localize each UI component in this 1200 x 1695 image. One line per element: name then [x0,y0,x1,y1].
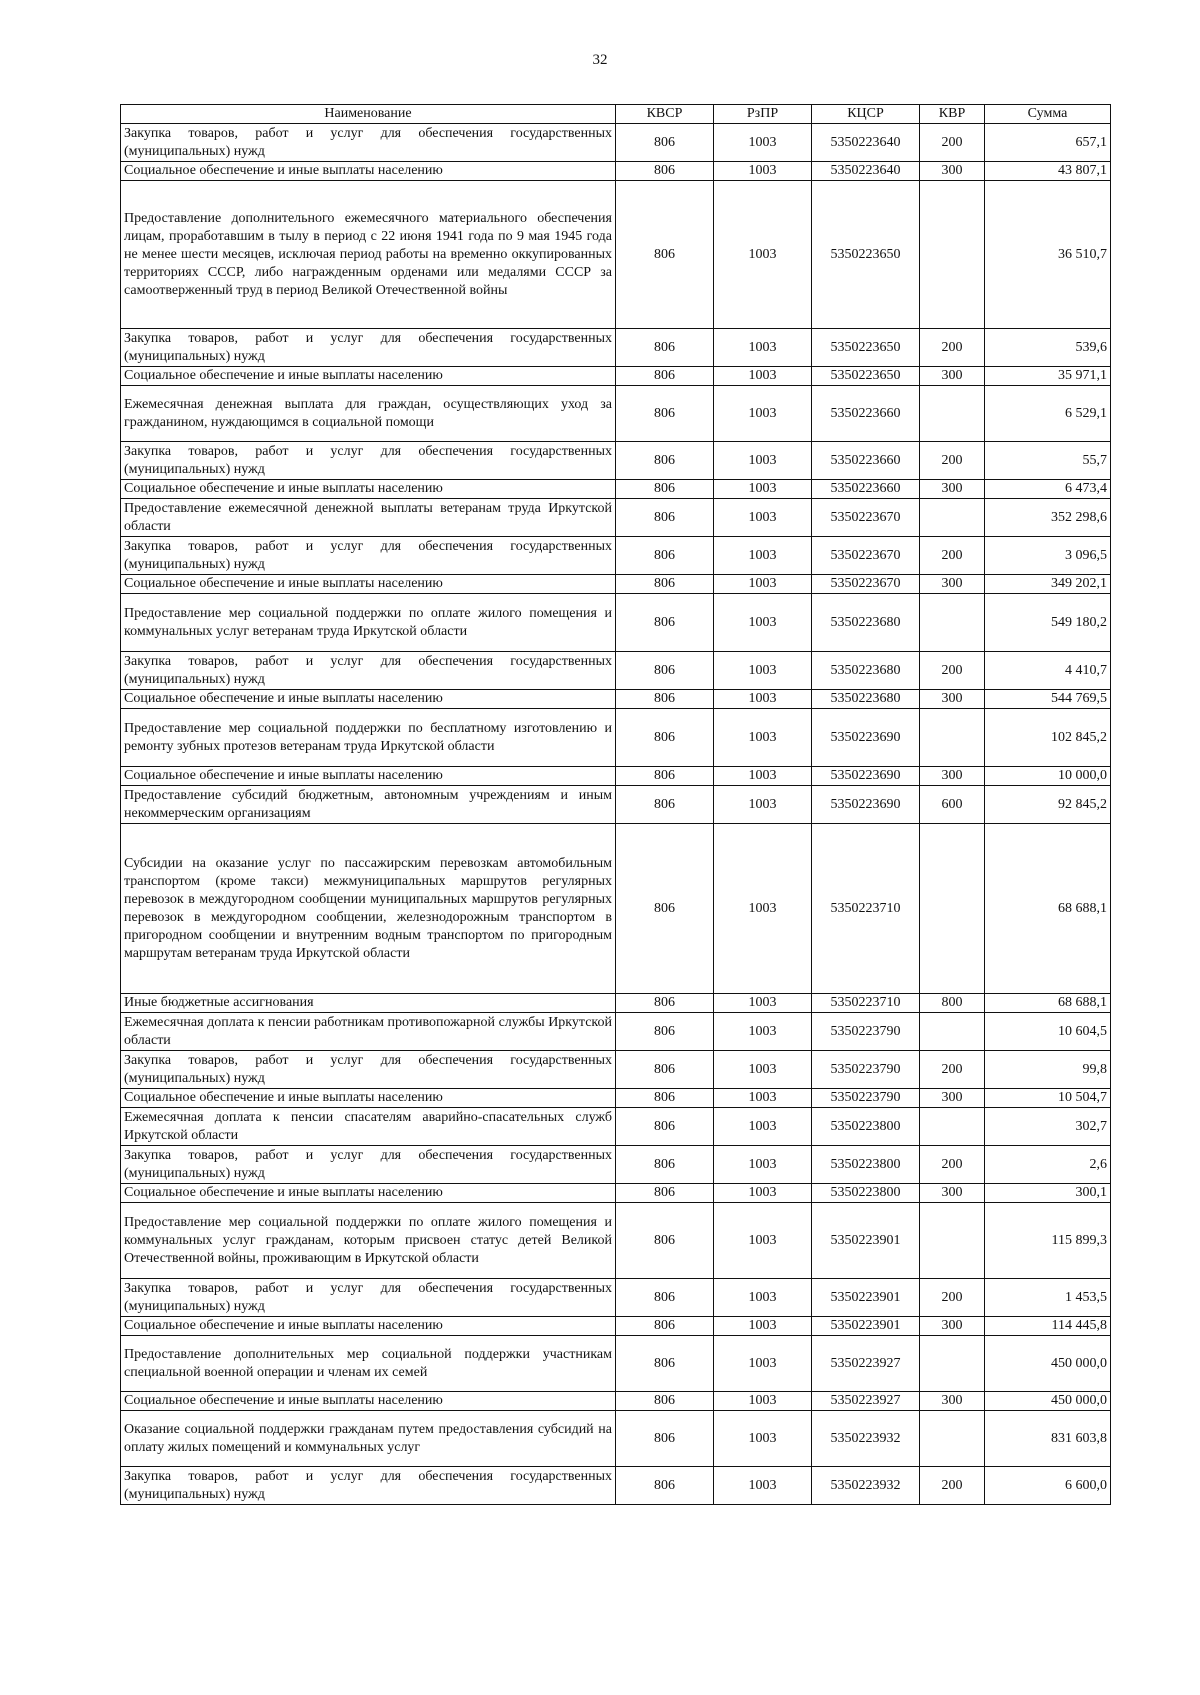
cell-sum: 68 688,1 [985,994,1111,1013]
cell-sum: 657,1 [985,124,1111,162]
cell-sum: 300,1 [985,1184,1111,1203]
cell-kvr: 800 [920,994,985,1013]
cell-kvsr: 806 [616,1146,714,1184]
cell-kcsr: 5350223710 [812,824,920,994]
cell-kvr: 200 [920,1279,985,1317]
cell-kvsr: 806 [616,1184,714,1203]
cell-kvr: 200 [920,537,985,575]
cell-kvsr: 806 [616,824,714,994]
table-row [121,480,1111,499]
cell-sum: 55,7 [985,442,1111,480]
cell-kvsr: 806 [616,1013,714,1051]
cell-kvr: 300 [920,575,985,594]
cell-rzpr: 1003 [714,1146,812,1184]
cell-kvsr: 806 [616,329,714,367]
cell-kvr: 200 [920,652,985,690]
cell-rzpr: 1003 [714,690,812,709]
table-row [121,994,1111,1013]
cell-kcsr: 5350223790 [812,1089,920,1108]
header-sum: Сумма [985,105,1111,124]
cell-rzpr: 1003 [714,1203,812,1279]
cell-kvsr: 806 [616,124,714,162]
cell-kcsr: 5350223901 [812,1203,920,1279]
cell-rzpr: 1003 [714,1411,812,1467]
cell-name: Ежемесячная денежная выплата для граждан, осуществляющих уход за гражданином, нуждающимся в социальной помощи [121,386,616,442]
cell-rzpr: 1003 [714,1336,812,1392]
table-row [121,124,1111,162]
cell-kcsr: 5350223690 [812,767,920,786]
cell-kvsr: 806 [616,1203,714,1279]
cell-rzpr: 1003 [714,575,812,594]
cell-name: Оказание социальной поддержки гражданам путем предоставления субсидий на оплату жилых помещений и коммунальных услуг [121,1411,616,1467]
page-number: 32 [592,52,608,68]
cell-rzpr: 1003 [714,1051,812,1089]
cell-sum: 115 899,3 [985,1203,1111,1279]
cell-name: Ежемесячная доплата к пенсии работникам противопожарной службы Иркутской области [121,1013,616,1051]
header-rzpr: РзПР [714,105,812,124]
cell-kvr: 200 [920,124,985,162]
cell-kvr: 300 [920,480,985,499]
cell-kvsr: 806 [616,767,714,786]
cell-rzpr: 1003 [714,499,812,537]
cell-name: Закупка товаров, работ и услуг для обеспечения государственных (муниципальных) нужд [121,537,616,575]
header-name: Наименование [121,105,616,124]
cell-sum: 36 510,7 [985,181,1111,329]
cell-kvr: 300 [920,1317,985,1336]
table-row [121,1317,1111,1336]
cell-sum: 35 971,1 [985,367,1111,386]
cell-sum: 6 600,0 [985,1467,1111,1505]
cell-sum: 4 410,7 [985,652,1111,690]
cell-kvr [920,1013,985,1051]
cell-kvsr: 806 [616,1051,714,1089]
cell-rzpr: 1003 [714,367,812,386]
table-row [121,652,1111,690]
cell-kcsr: 5350223932 [812,1467,920,1505]
cell-rzpr: 1003 [714,162,812,181]
cell-kvsr: 806 [616,652,714,690]
cell-kcsr: 5350223640 [812,124,920,162]
table-row [121,329,1111,367]
cell-kcsr: 5350223927 [812,1336,920,1392]
cell-name: Предоставление дополнительного ежемесячного материального обеспечения лицам, проработавшим в тылу в период с 22 июня 1941 года по 9 мая 1945 года не менее шести месяцев, исключая период работы на временно оккупированных территориях СССР, либо награжденным орденами или медалями СССР за самоотверженный труд в период Великой Отечественной войны [121,181,616,329]
table-row [121,824,1111,994]
cell-kvsr: 806 [616,1108,714,1146]
cell-kvr: 200 [920,1467,985,1505]
cell-sum: 43 807,1 [985,162,1111,181]
cell-name: Предоставление мер социальной поддержки по оплате жилого помещения и коммунальных услуг ветеранам труда Иркутской области [121,594,616,652]
cell-kvsr: 806 [616,367,714,386]
cell-sum: 2,6 [985,1146,1111,1184]
cell-kcsr: 5350223680 [812,594,920,652]
table-row [121,1089,1111,1108]
cell-kvsr: 806 [616,537,714,575]
table-row [121,1336,1111,1392]
table-row [121,1392,1111,1411]
cell-kcsr: 5350223800 [812,1184,920,1203]
cell-sum: 68 688,1 [985,824,1111,994]
cell-name: Социальное обеспечение и иные выплаты населению [121,690,616,709]
cell-name: Закупка товаров, работ и услуг для обеспечения государственных (муниципальных) нужд [121,124,616,162]
table-row [121,1146,1111,1184]
table-row [121,162,1111,181]
cell-rzpr: 1003 [714,386,812,442]
cell-kcsr: 5350223901 [812,1279,920,1317]
cell-sum: 544 769,5 [985,690,1111,709]
cell-name: Социальное обеспечение и иные выплаты населению [121,575,616,594]
cell-sum: 539,6 [985,329,1111,367]
cell-kvsr: 806 [616,181,714,329]
cell-rzpr: 1003 [714,1317,812,1336]
cell-sum: 6 529,1 [985,386,1111,442]
cell-kvsr: 806 [616,1279,714,1317]
cell-kcsr: 5350223660 [812,386,920,442]
cell-kvr: 200 [920,1051,985,1089]
cell-kvr [920,1411,985,1467]
cell-sum: 450 000,0 [985,1336,1111,1392]
table-row [121,575,1111,594]
cell-rzpr: 1003 [714,181,812,329]
cell-sum: 102 845,2 [985,709,1111,767]
cell-kvr: 300 [920,690,985,709]
cell-kvr [920,1203,985,1279]
cell-name: Социальное обеспечение и иные выплаты населению [121,767,616,786]
cell-kvsr: 806 [616,1089,714,1108]
cell-rzpr: 1003 [714,1279,812,1317]
cell-kcsr: 5350223660 [812,480,920,499]
table-row [121,1184,1111,1203]
cell-rzpr: 1003 [714,1108,812,1146]
cell-kvsr: 806 [616,594,714,652]
cell-kvr: 300 [920,367,985,386]
table-row [121,709,1111,767]
cell-kcsr: 5350223800 [812,1108,920,1146]
cell-sum: 6 473,4 [985,480,1111,499]
cell-kvr [920,1108,985,1146]
cell-sum: 10 504,7 [985,1089,1111,1108]
cell-sum: 831 603,8 [985,1411,1111,1467]
cell-kvr [920,499,985,537]
cell-rzpr: 1003 [714,480,812,499]
cell-kvr [920,594,985,652]
header-kcsr: КЦСР [812,105,920,124]
cell-rzpr: 1003 [714,709,812,767]
table-row [121,537,1111,575]
cell-rzpr: 1003 [714,824,812,994]
table-row [121,594,1111,652]
cell-name: Закупка товаров, работ и услуг для обеспечения государственных (муниципальных) нужд [121,1051,616,1089]
cell-kcsr: 5350223901 [812,1317,920,1336]
cell-name: Социальное обеспечение и иные выплаты населению [121,480,616,499]
cell-name: Закупка товаров, работ и услуг для обеспечения государственных (муниципальных) нужд [121,1467,616,1505]
cell-kcsr: 5350223640 [812,162,920,181]
cell-rzpr: 1003 [714,1013,812,1051]
cell-name: Ежемесячная доплата к пенсии спасателям аварийно-спасательных служб Иркутской области [121,1108,616,1146]
cell-sum: 1 453,5 [985,1279,1111,1317]
cell-kvsr: 806 [616,162,714,181]
cell-sum: 349 202,1 [985,575,1111,594]
cell-kcsr: 5350223927 [812,1392,920,1411]
cell-kcsr: 5350223690 [812,709,920,767]
cell-kvsr: 806 [616,786,714,824]
cell-kcsr: 5350223790 [812,1013,920,1051]
cell-name: Закупка товаров, работ и услуг для обеспечения государственных (муниципальных) нужд [121,442,616,480]
table-row [121,1279,1111,1317]
cell-name: Предоставление мер социальной поддержки по бесплатному изготовлению и ремонту зубных протезов ветеранам труда Иркутской области [121,709,616,767]
cell-kvsr: 806 [616,1317,714,1336]
table-row [121,499,1111,537]
cell-rzpr: 1003 [714,1184,812,1203]
cell-kvr: 300 [920,1089,985,1108]
cell-kvr: 200 [920,329,985,367]
cell-kcsr: 5350223680 [812,652,920,690]
cell-kcsr: 5350223680 [812,690,920,709]
table-row [121,1411,1111,1467]
cell-kcsr: 5350223670 [812,499,920,537]
cell-kvsr: 806 [616,1411,714,1467]
table-row [121,1203,1111,1279]
table-row [121,1051,1111,1089]
header-kvsr: КВСР [616,105,714,124]
cell-name: Социальное обеспечение и иные выплаты населению [121,1392,616,1411]
cell-kvsr: 806 [616,442,714,480]
cell-sum: 114 445,8 [985,1317,1111,1336]
cell-rzpr: 1003 [714,594,812,652]
table-row [121,386,1111,442]
cell-name: Социальное обеспечение и иные выплаты населению [121,162,616,181]
table-row [121,181,1111,329]
cell-rzpr: 1003 [714,652,812,690]
cell-rzpr: 1003 [714,442,812,480]
cell-kvr: 300 [920,1184,985,1203]
table-row [121,1467,1111,1505]
table-body [121,124,1111,1505]
cell-sum: 450 000,0 [985,1392,1111,1411]
cell-name: Предоставление субсидий бюджетным, автономным учреждениям и иным некоммерческим организациям [121,786,616,824]
cell-kcsr: 5350223650 [812,367,920,386]
cell-kvr: 200 [920,1146,985,1184]
cell-rzpr: 1003 [714,1089,812,1108]
cell-name: Субсидии на оказание услуг по пассажирским перевозкам автомобильным транспортом (кроме такси) межмуниципальных маршрутов регулярных перевозок в междугородном сообщении муниципальных маршрутов регулярных перевозок в междугородном сообщении, железнодорожным транспортом в пригородном сообщении и внутренним водным транспортом по пригородным маршрутам ветеранам труда Иркутской области [121,824,616,994]
cell-kvsr: 806 [616,499,714,537]
cell-name: Социальное обеспечение и иные выплаты населению [121,1089,616,1108]
cell-kvr [920,1336,985,1392]
cell-rzpr: 1003 [714,1392,812,1411]
cell-name: Закупка товаров, работ и услуг для обеспечения государственных (муниципальных) нужд [121,652,616,690]
cell-sum: 92 845,2 [985,786,1111,824]
cell-kvsr: 806 [616,386,714,442]
cell-name: Иные бюджетные ассигнования [121,994,616,1013]
cell-kcsr: 5350223710 [812,994,920,1013]
cell-kvsr: 806 [616,690,714,709]
cell-name: Предоставление ежемесячной денежной выплаты ветеранам труда Иркутской области [121,499,616,537]
cell-sum: 99,8 [985,1051,1111,1089]
table-row [121,786,1111,824]
cell-kcsr: 5350223650 [812,181,920,329]
cell-kvsr: 806 [616,480,714,499]
cell-sum: 302,7 [985,1108,1111,1146]
table-row [121,1108,1111,1146]
table-row [121,367,1111,386]
cell-rzpr: 1003 [714,124,812,162]
cell-name: Социальное обеспечение и иные выплаты населению [121,1184,616,1203]
cell-kvr: 300 [920,767,985,786]
cell-kvr: 300 [920,1392,985,1411]
cell-sum: 10 604,5 [985,1013,1111,1051]
cell-sum: 10 000,0 [985,767,1111,786]
cell-kvr [920,181,985,329]
header-kvr: КВР [920,105,985,124]
cell-kcsr: 5350223800 [812,1146,920,1184]
table-row [121,442,1111,480]
cell-kcsr: 5350223932 [812,1411,920,1467]
cell-name: Закупка товаров, работ и услуг для обеспечения государственных (муниципальных) нужд [121,1146,616,1184]
cell-name: Закупка товаров, работ и услуг для обеспечения государственных (муниципальных) нужд [121,329,616,367]
cell-rzpr: 1003 [714,537,812,575]
cell-rzpr: 1003 [714,329,812,367]
cell-name: Социальное обеспечение и иные выплаты населению [121,1317,616,1336]
cell-kvr: 200 [920,442,985,480]
cell-name: Предоставление мер социальной поддержки по оплате жилого помещения и коммунальных услуг гражданам, которым присвоен статус детей Великой Отечественной войны, проживающим в Иркутской области [121,1203,616,1279]
cell-rzpr: 1003 [714,994,812,1013]
cell-kvsr: 806 [616,1467,714,1505]
cell-name: Социальное обеспечение и иные выплаты населению [121,367,616,386]
table-row [121,690,1111,709]
cell-kcsr: 5350223660 [812,442,920,480]
cell-kcsr: 5350223690 [812,786,920,824]
cell-rzpr: 1003 [714,786,812,824]
cell-kvr [920,386,985,442]
cell-sum: 3 096,5 [985,537,1111,575]
table-header-row [121,105,1111,124]
budget-table [120,104,1111,1505]
cell-kvsr: 806 [616,575,714,594]
table-row [121,767,1111,786]
cell-kvsr: 806 [616,709,714,767]
cell-kvsr: 806 [616,1336,714,1392]
cell-kvsr: 806 [616,1392,714,1411]
cell-sum: 352 298,6 [985,499,1111,537]
cell-kvr: 300 [920,162,985,181]
cell-name: Закупка товаров, работ и услуг для обеспечения государственных (муниципальных) нужд [121,1279,616,1317]
cell-kvr [920,709,985,767]
cell-rzpr: 1003 [714,767,812,786]
cell-kcsr: 5350223790 [812,1051,920,1089]
cell-kcsr: 5350223670 [812,575,920,594]
cell-kvr [920,824,985,994]
cell-kcsr: 5350223670 [812,537,920,575]
cell-name: Предоставление дополнительных мер социальной поддержки участникам специальной военной операции и членам их семей [121,1336,616,1392]
cell-kcsr: 5350223650 [812,329,920,367]
table-row [121,1013,1111,1051]
cell-kvsr: 806 [616,994,714,1013]
cell-kvr: 600 [920,786,985,824]
cell-sum: 549 180,2 [985,594,1111,652]
cell-rzpr: 1003 [714,1467,812,1505]
